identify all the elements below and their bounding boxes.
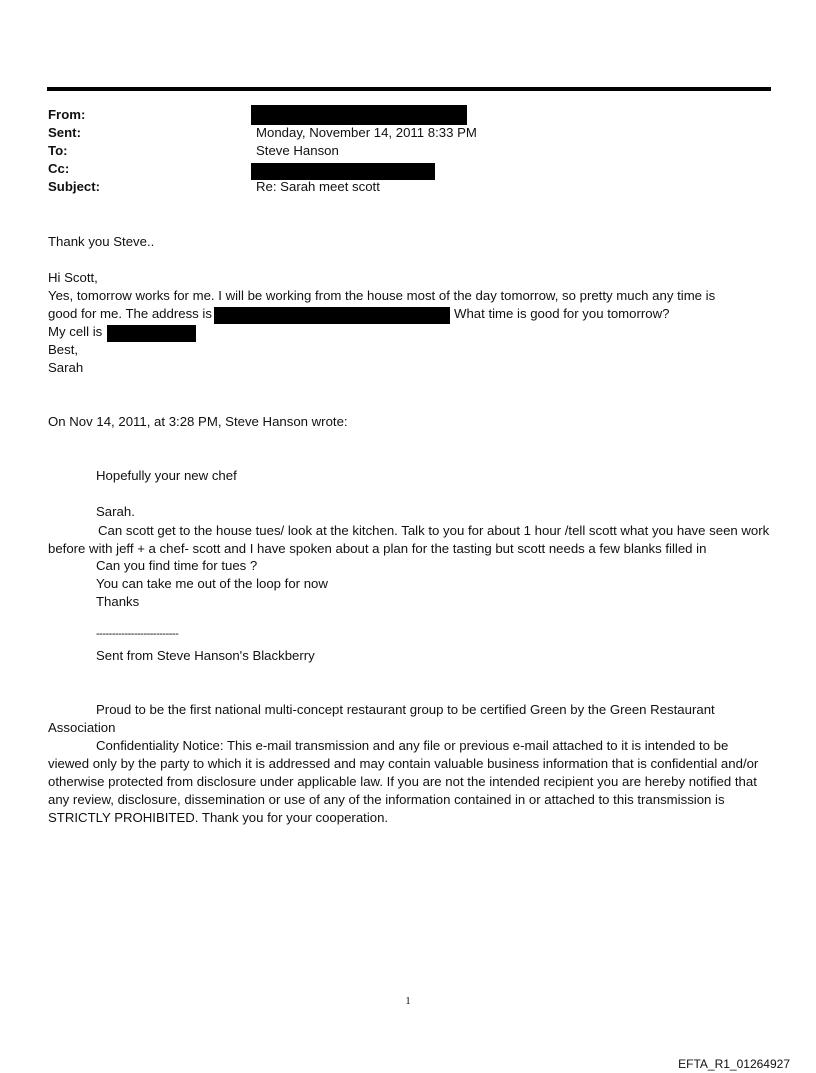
page-number: 1 — [405, 995, 411, 1007]
from-redaction — [251, 105, 467, 125]
quote-divider: -------------------------- — [96, 628, 179, 640]
quote-attribution: On Nov 14, 2011, at 3:28 PM, Steve Hanson wrote: — [48, 414, 348, 429]
quote-body-line2: Can you find time for tues ? — [96, 558, 258, 573]
reply-thanks: Thank you Steve.. — [48, 234, 155, 249]
to-label: To: — [48, 143, 68, 158]
header-rule — [47, 87, 771, 91]
quote-sent-from: Sent from Steve Hanson's Blackberry — [96, 648, 315, 663]
cc-label: Cc: — [48, 161, 70, 176]
cell-redaction — [107, 325, 196, 342]
reply-cell-prefix: My cell is — [48, 324, 103, 339]
sent-value: Monday, November 14, 2011 8:33 PM — [256, 125, 477, 140]
reply-line1: Yes, tomorrow works for me. I will be working from the house most of the day tomorrow, so pretty much any time is — [48, 288, 716, 303]
quote-body-line4: Thanks — [96, 594, 140, 609]
subject-label: Subject: — [48, 179, 101, 194]
cc-redaction — [251, 163, 435, 180]
quote-body-paragraph: Can scott get to the house tues/ look at the kitchen. Talk to you for about 1 hour /tell scott what you have seen work before with jeff + a chef- scott and I have spoken about a plan for the tasting but scott needs a few blanks filled in — [48, 523, 770, 556]
reply-line2-end: What time is good for you tomorrow? — [454, 306, 670, 321]
reply-greeting: Hi Scott, — [48, 270, 98, 285]
from-label: From: — [48, 107, 86, 122]
quote-body-line3: You can take me out of the loop for now — [96, 576, 328, 591]
confidentiality-notice: Confidentiality Notice: This e-mail transmission and any file or previous e-mail attached to it is intended to be viewed only by the party to which it is addressed and may contain valuable business information that is confidential and/or otherwise protected from disclosure under applicable law. If you are not the intended recipient you are hereby notified that any review, disclosure, dissemination or use of any of the information contained in or attached to this transmission is STRICTLY PROHIBITED. Thank you for your cooperation. — [48, 738, 759, 825]
quote-subject-line: Hopefully your new chef — [96, 468, 237, 483]
subject-value: Re: Sarah meet scott — [256, 179, 380, 194]
reply-line2-start: good for me. The address is — [48, 306, 212, 321]
reply-closing: Best, — [48, 342, 79, 357]
sent-label: Sent: — [48, 125, 81, 140]
to-value: Steve Hanson — [256, 143, 339, 158]
quote-salutation: Sarah. — [96, 504, 135, 519]
reply-signature: Sarah — [48, 360, 84, 375]
document-id: EFTA_R1_01264927 — [678, 1057, 790, 1071]
address-redaction — [214, 307, 450, 324]
green-notice: Proud to be the first national multi-concept restaurant group to be certified Green by the Green Restaurant Association — [48, 702, 715, 735]
